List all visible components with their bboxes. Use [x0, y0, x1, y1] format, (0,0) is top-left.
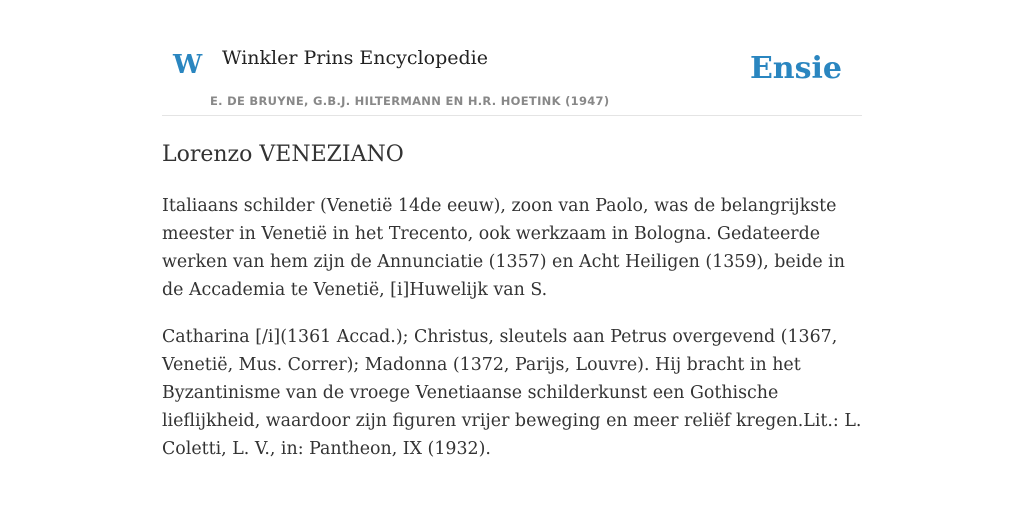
entry-title: Lorenzo VENEZIANO: [162, 142, 404, 167]
source-title[interactable]: Winkler Prins Encyclopedie: [222, 47, 488, 69]
source-header: [162, 0, 862, 116]
entry-paragraph-2: Catharina [/i](1361 Accad.); Christus, sleutels aan Petrus overgevend (1367, Venetië, Mus. Correr); Madonna (1372, Parijs, Louvre). Hij bracht in het Byzantinisme van de vroege Venetiaanse schilderkunst een Gothische lieflijkheid, waardoor zijn figuren vrijer beweging en meer reliëf kregen.Lit.: L. Coletti, L. V., in: Pantheon, IX (1932).: [162, 327, 862, 459]
entry-card: [162, 0, 862, 512]
entry-paragraph-1: Italiaans schilder (Venetië 14de eeuw), zoon van Paolo, was de belangrijkste meester in Venetië in het Trecento, ook werkzaam in Bologna. Gedateerde werken van hem zijn de Annunciatie (1357) en Acht Heiligen (1359), beide in de Accademia te Venetië, [i]Huwelijk van S.: [162, 196, 845, 300]
winkler-prins-logo-icon[interactable]: W: [173, 50, 203, 80]
source-authors: E. DE BRUYNE, G.B.J. HILTERMANN EN H.R. HOETINK (1947): [210, 94, 610, 108]
ensie-logo[interactable]: Ensie: [749, 51, 842, 86]
